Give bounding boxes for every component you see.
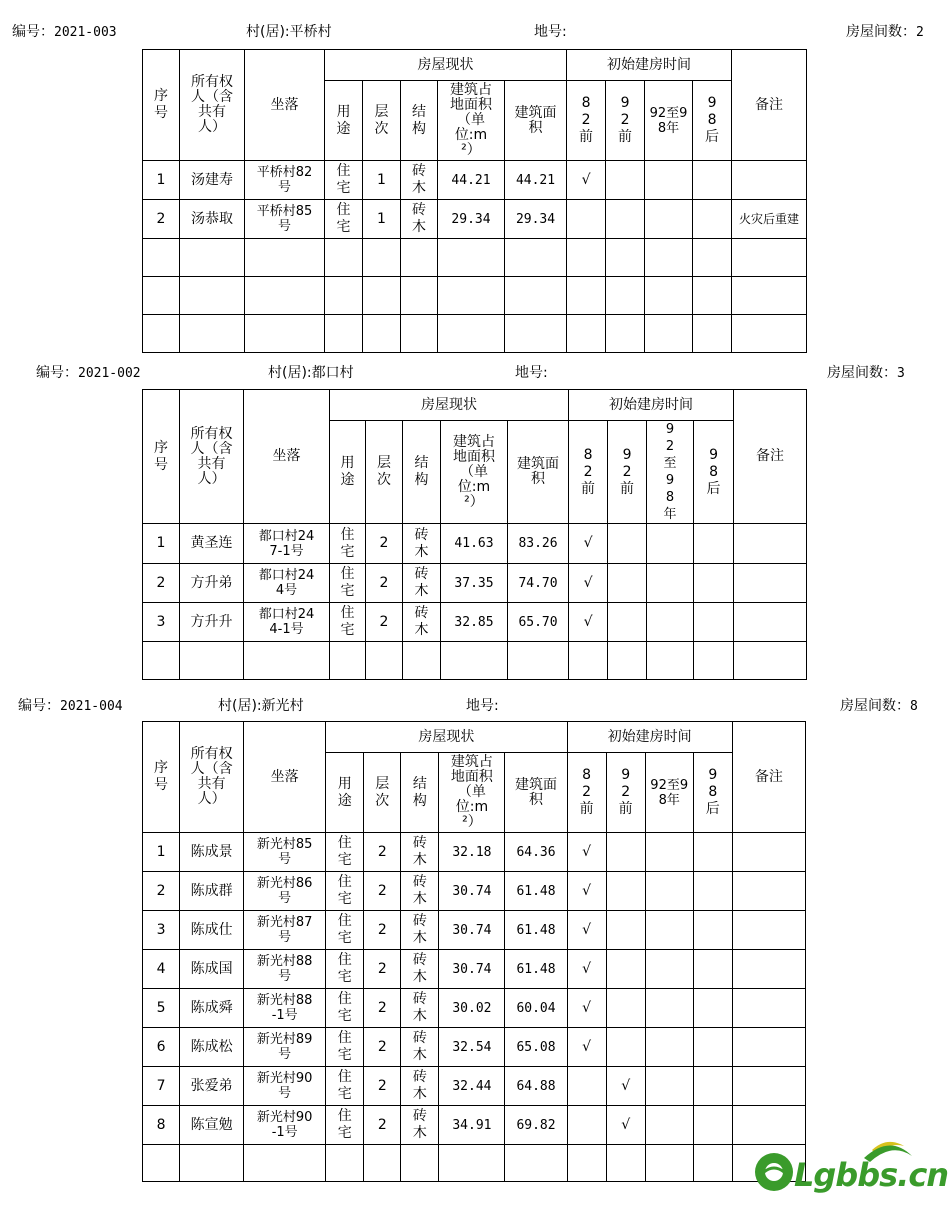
col-floors: 层次 (366, 421, 403, 524)
code-2 (36, 364, 141, 383)
col-footprint: 建筑占地面积（单位:m²） (441, 421, 508, 524)
table-row: 1 陈成景 新光村85号 住宅 2 砖木 32.18 64.36 √ (143, 833, 806, 872)
plot-2: 地号: (515, 365, 548, 381)
count-2 (827, 364, 905, 383)
col-after98: 98后 (693, 81, 732, 161)
table-row: 2 方升弟 都口村244号 住宅 2 砖木 37.35 74.70 √ (143, 564, 807, 603)
table-row: 4 陈成国 新光村88号 住宅 2 砖木 30.74 61.48 √ (143, 950, 806, 989)
table-row: 2 陈成群 新光村86号 住宅 2 砖木 30.74 61.48 √ (143, 872, 806, 911)
watermark-logo (752, 1138, 949, 1198)
col-built-time: 初始建房时间 (567, 50, 732, 81)
table-row: 5 陈成舜 新光村88-1号 住宅 2 砖木 30.02 60.04 √ (143, 989, 806, 1028)
code-label: 编号： (12, 24, 54, 40)
village-3: 村(居):新光村 (218, 698, 304, 714)
count-label: 房屋间数： (827, 365, 897, 381)
col-seq: 序号 (143, 50, 180, 161)
empty-row (143, 315, 807, 353)
register-table-2 (142, 389, 807, 680)
col-footprint: 建筑占地面积（单位:m²） (439, 753, 505, 833)
count-value: 2 (916, 25, 924, 40)
code-value: 2021-003 (54, 25, 117, 40)
count-3 (840, 697, 918, 716)
col-usage: 用途 (325, 81, 363, 161)
plot-1: 地号: (534, 24, 567, 40)
col-after98: 98后 (693, 753, 732, 833)
col-seq: 序号 (143, 722, 180, 833)
code-value: 2021-002 (78, 366, 141, 381)
table-row: 1 汤建寿 平桥村82号 住宅 1 砖木 44.21 44.21 √ (143, 161, 807, 200)
col-status: 房屋现状 (325, 50, 567, 81)
watermark-text: Lgbbs.cn (794, 1156, 949, 1194)
col-structure: 结构 (401, 753, 439, 833)
col-usage: 用途 (326, 753, 364, 833)
empty-row (143, 642, 807, 680)
plot-3: 地号: (466, 698, 499, 714)
code-label: 编号： (18, 698, 60, 714)
count-value: 3 (897, 366, 905, 381)
count-label: 房屋间数： (840, 698, 910, 714)
col-92to98: 92至98年 (647, 421, 694, 524)
empty-row (143, 239, 807, 277)
col-92to98: 92至98年 (645, 753, 693, 833)
table-row: 8 陈宣勉 新光村90-1号 住宅 2 砖木 34.91 69.82 √ (143, 1106, 806, 1145)
empty-row (143, 1145, 806, 1182)
col-seq: 序号 (143, 390, 180, 524)
register-table-3 (142, 721, 806, 1182)
col-after98: 98后 (694, 421, 734, 524)
code-3 (18, 697, 123, 716)
table-row: 3 方升升 都口村244-1号 住宅 2 砖木 32.85 65.70 √ (143, 603, 807, 642)
col-area: 建筑面积 (505, 81, 567, 161)
col-before92: 92前 (606, 753, 645, 833)
col-before82: 82前 (567, 753, 606, 833)
count-label: 房屋间数： (846, 24, 916, 40)
col-remarks: 备注 (732, 50, 807, 161)
col-status: 房屋现状 (326, 722, 567, 753)
empty-row (143, 277, 807, 315)
col-92to98: 92至98年 (645, 81, 693, 161)
col-area: 建筑面积 (505, 753, 567, 833)
table-row: 2 汤恭取 平桥村85号 住宅 1 砖木 29.34 29.34 火灾后重建 (143, 200, 807, 239)
col-owner: 所有权人（含共有人） (180, 390, 244, 524)
table-row: 6 陈成松 新光村89号 住宅 2 砖木 32.54 65.08 √ (143, 1028, 806, 1067)
col-remarks: 备注 (732, 722, 805, 833)
col-before92: 92前 (608, 421, 647, 524)
count-value: 8 (910, 699, 918, 714)
col-location: 坐落 (244, 722, 326, 833)
col-floors: 层次 (364, 753, 401, 833)
col-before82: 82前 (567, 81, 606, 161)
village-1: 村(居):平桥村 (246, 24, 332, 40)
col-built-time: 初始建房时间 (567, 722, 732, 753)
col-owner: 所有权人（含共有人） (180, 722, 244, 833)
col-owner: 所有权人（含共有人） (180, 50, 245, 161)
col-before82: 82前 (569, 421, 608, 524)
col-structure: 结构 (403, 421, 441, 524)
village-2: 村(居):都口村 (268, 365, 354, 381)
col-built-time: 初始建房时间 (569, 390, 734, 421)
register-table-1 (142, 49, 807, 353)
table-row: 1 黄圣连 都口村247-1号 住宅 2 砖木 41.63 83.26 √ (143, 524, 807, 564)
col-remarks: 备注 (734, 390, 807, 524)
col-structure: 结构 (401, 81, 438, 161)
table-row: 3 陈成仕 新光村87号 住宅 2 砖木 30.74 61.48 √ (143, 911, 806, 950)
code-value: 2021-004 (60, 699, 123, 714)
code-1 (12, 23, 117, 42)
col-before92: 92前 (606, 81, 645, 161)
col-location: 坐落 (245, 50, 325, 161)
count-1 (846, 23, 924, 42)
col-location: 坐落 (244, 390, 330, 524)
col-status: 房屋现状 (330, 390, 569, 421)
col-area: 建筑面积 (508, 421, 569, 524)
col-usage: 用途 (330, 421, 366, 524)
table-row: 7 张爱弟 新光村90号 住宅 2 砖木 32.44 64.88 √ (143, 1067, 806, 1106)
code-label: 编号： (36, 365, 78, 381)
col-floors: 层次 (363, 81, 401, 161)
col-footprint: 建筑占地面积（单位:m²） (438, 81, 505, 161)
